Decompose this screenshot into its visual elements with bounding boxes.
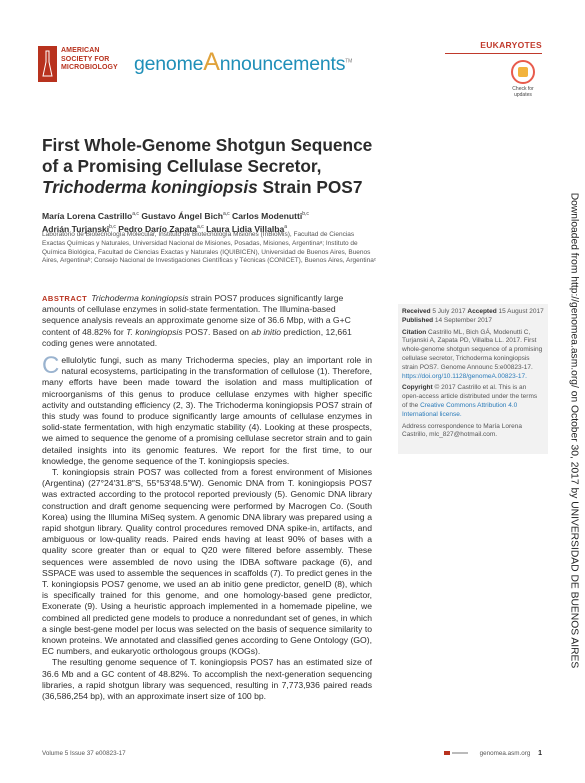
section-rule	[445, 53, 542, 54]
asm-logo	[38, 46, 130, 84]
journal-link[interactable]: genomea.asm.org	[479, 750, 531, 757]
affiliations: Laboratorio de Biotecnología Molecular, Instituto de Biotecnología Misiones (InBioMis), Facultad de Ciencias Exactas Químicas y Naturales, Universidad Nacional de Misiones, Posadas, Misiones, Argentinaᵃ; Instituto de Química Biológica, Facultad de Ciencias Exactas y Naturales (IQUIBICEN), Universidad de Buenos Aires, Buenos Aires, Argentinaᵇ; Consejo Nacional de Investigaciones Científicas y Técnicas (CONICET), Buenos Aires, Argentinaᶜ	[42, 231, 377, 265]
asm-logo-text: AMERICAN SOCIETY FOR MICROBIOLOGY	[61, 47, 118, 72]
article-title: First Whole-Genome Shotgun Sequence of a Promising Cellulase Secretor, Trichoderma koningiopsis Strain POS7	[42, 135, 373, 197]
author-list: María Lorena Castrillo$^{a,c}$ Gustavo Ángel Bich$^{a,c}$ Carlos Modenutti$^{b,c}$ Adrián Turjanski$^{b,c}$ Pedro Darío Zapata$^{a,c}$ Laura Lidia Villalba$^a$	[42, 210, 309, 234]
section-label: EUKARYOTES	[480, 40, 542, 50]
correspondence: Address correspondence to María Lorena Castrillo, mlc_827@hotmail.com.	[402, 422, 522, 439]
check-updates-icon	[511, 60, 535, 84]
check-for-updates-button[interactable]: Check for updates	[506, 60, 540, 100]
abstract: ABSTRACT Trichoderma koningiopsis strain POS7 produces significantly large amounts of cellulase enzymes in solid-state fermentation. The Illumina-based sequence analysis reveals an approximate genome size of 36.6 Mbp, with a G+C content of 48.82% for T. koningiopsis POS7. Based on ab initio prediction, 12,661 coding genes were annotated.	[42, 293, 352, 348]
paragraph-3: The resulting genome sequence of T. koningiopsis POS7 has an estimated size of 36.6 Mb and a GC content of 48.82%. To accomplish the next-generation sequencing libraries, a rapid shotgun library was sequenced, resulting in 7,773,936 paired reads (36,586,254 bp), with an approximate insert size of 100 bp.	[42, 657, 372, 702]
paragraph-1: Cellulolytic fungi, such as many Trichoderma species, play an important role in natural ecosystems, participating in the transformation of cellulose (1). Therefore, many efforts have been made toward the isolation and mass multiplication of microorganisms of this genus to produce cellulase enzymes with higher specific activity and outstanding efficiency (2, 3). The Trichoderma koningiopsis POS7 strain of this study was found to produce significantly large amounts of cellulase enzymes in solid-state fermentation, with high enzymatic stability (4). Looking at these prospects, we aimed to sequence the genome of a promising cellulase secretor strain and to gain detailed insights into its genomic features. We report for the first time, to our knowledge, the genome sequence of the T. koningiopsis species.	[42, 352, 372, 466]
flask-icon	[42, 50, 53, 78]
article-body	[42, 352, 372, 702]
license-link[interactable]: Creative Commons Attribution 4.0 International license.	[402, 401, 518, 418]
paragraph-2: T. koningiopsis strain POS7 was collected from a forest environment of Misiones (Argentina) (27°24′31.8″S, 55°53′48.5″W). Genomic DNA from T. koningiopsis POS7 was extracted according to the protocol reported previously (5). Genomic DNA library construction and draft genome sequencing were performed by Macrogen Co. (South Korea) using the Illumina MiSeq system. A genomic DNA library was prepared using a rapid shotgun library. Quality control procedures removed DNA spike-in, artifacts, and ambiguous or low-quality reads. Paired ends having at least 90% of bases with a quality score greater than or equal to Q20 were filtered before assembly. These sequences were assembled de novo using the IDBA software package (6), and SSPACE was used to assemble the sequences in scaffolds (7). To predict genes in the T. koningiopsis POS7 genome, we used an ab initio gene predictor, geneID (8), which is specifically trained for this genome, and one homology-based gene predictor, Exonerate (9). Using a heuristic approach implemented in a homemade pipeline, we combined all predicted gene models to produce a nonredundant set of genes, in which a single best-gene model per locus was selected on the basis of sequence similarity to known proteins. We annotated and classified genes according to Gene Ontology (GO), EC numbers, and eukaryotic orthologous groups (KOGs).	[42, 467, 372, 657]
article-info-sidebar: Received 5 July 2017 Accepted 15 August 2017 Published 14 September 2017 Citation Castrillo ML, Bich GÁ, Modenutti C, Turjanski A, Zapata PD, Villalba LL. 2017. First whole-genome shotgun sequence of a promising cellulase secretor, Trichoderma koningiopsis strain POS7. Genome Announc 5:e00823-17. https://doi.org/10.1128/genomeA.00823-17. Copyright © 2017 Castrillo et al. This is an open-access article distributed under the terms of the Creative Commons Attribution 4.0 International license. Address correspondence to María Lorena Castrillo, mlc_827@hotmail.com.	[398, 304, 548, 454]
asm-footer-icon	[444, 750, 468, 756]
asm-logo-mark	[38, 46, 57, 82]
doi-link[interactable]: https://doi.org/10.1128/genomeA.00823-17.	[402, 372, 527, 380]
download-banner: Downloaded from http://genomea.asm.org/ on October 30, 2017 by UNIVERSIDAD DE BUENOS AIRES	[568, 192, 580, 669]
page-number: 1	[538, 750, 542, 757]
genome-announcements-logo: genomeAnnouncements™	[134, 48, 353, 76]
